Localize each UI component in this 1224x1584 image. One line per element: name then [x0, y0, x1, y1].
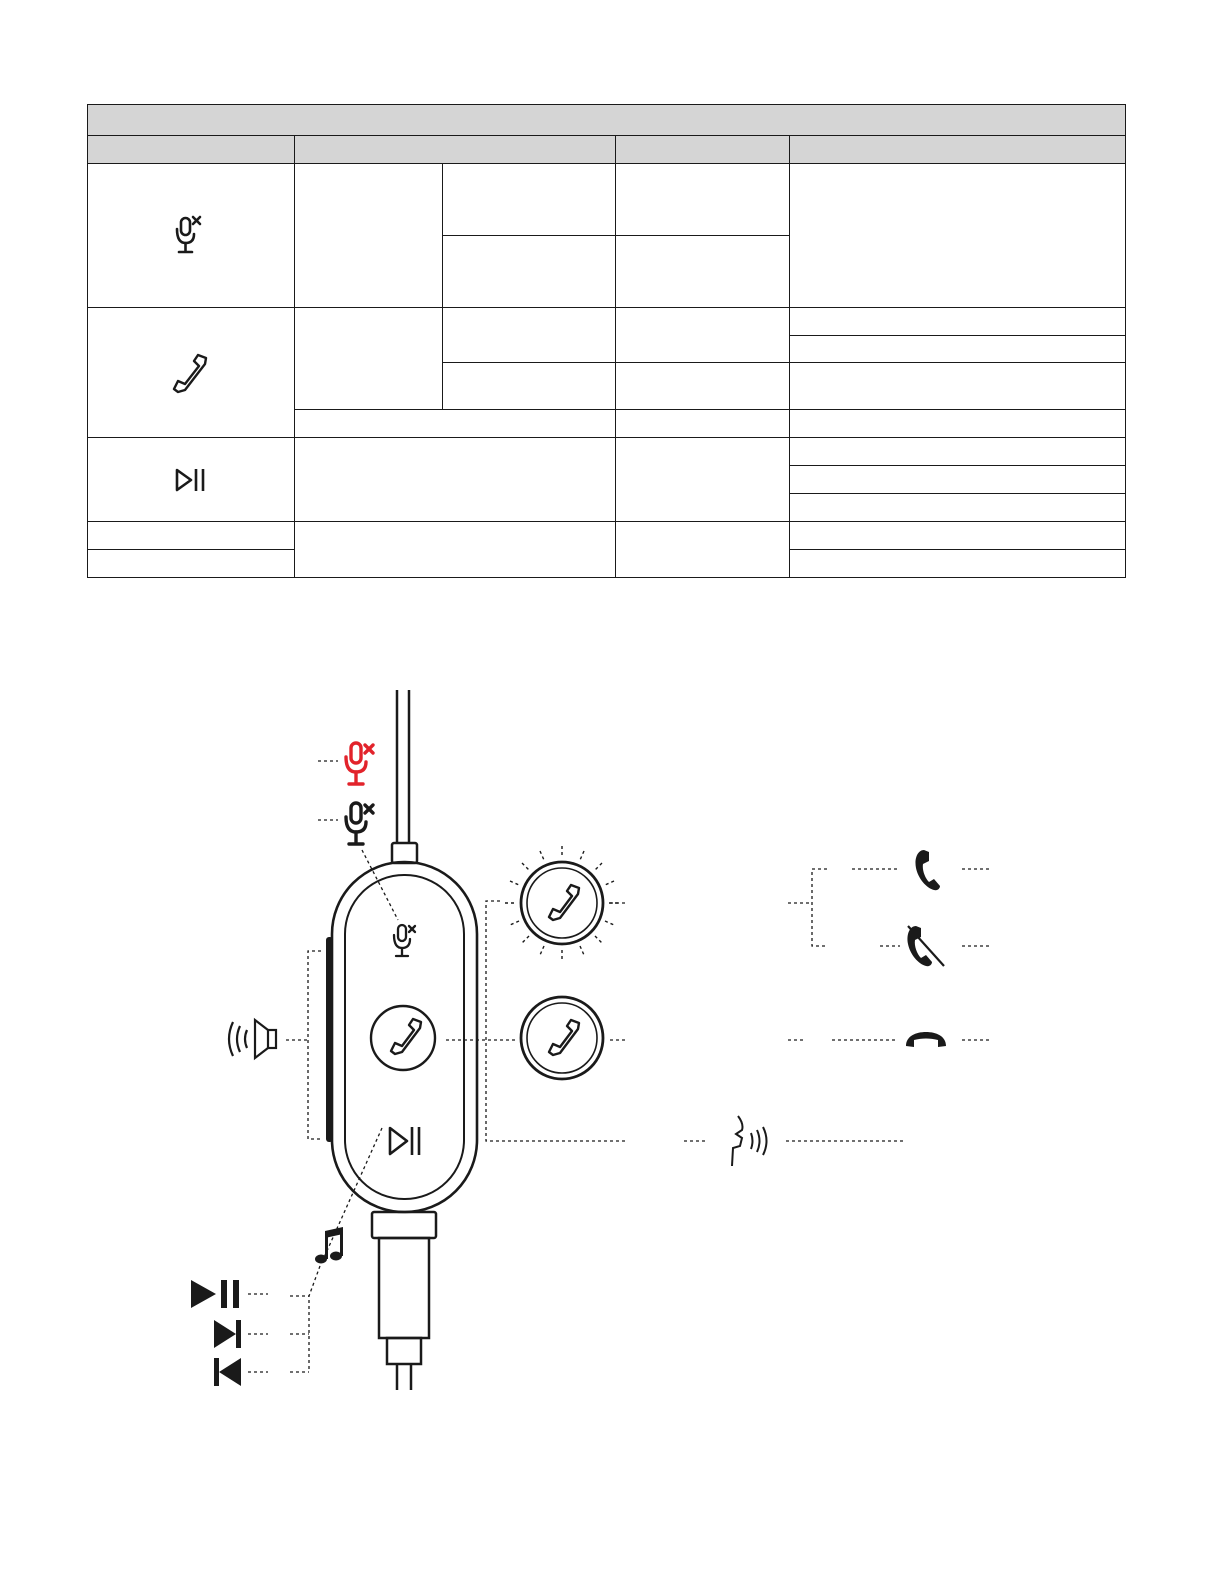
mute-action-cell [295, 164, 443, 308]
call-handset-icon [168, 350, 214, 396]
table-title [88, 105, 1126, 136]
voice-assistant-icon [732, 1116, 767, 1166]
call-state-a [443, 308, 616, 363]
play-pause-icon [174, 467, 208, 493]
volume-up-cell [88, 522, 295, 550]
mute-state-b [443, 236, 616, 308]
play-function-3 [790, 494, 1126, 522]
mic-mute-icon [171, 214, 211, 258]
call-action-e [295, 410, 616, 438]
call-state-b [443, 363, 616, 410]
call-function-1 [790, 308, 1126, 336]
call-function-3 [790, 363, 1126, 410]
play-action-cell [295, 438, 616, 522]
volume-function-2 [790, 550, 1126, 578]
play-pause-icon [191, 1280, 239, 1308]
phone-hangup-icon [906, 1032, 946, 1047]
phone-answer-icon [915, 850, 940, 890]
mute-button-cell [88, 164, 295, 308]
call-button[interactable] [371, 1006, 435, 1070]
next-track-icon [214, 1320, 241, 1348]
play-pause-button[interactable] [390, 1127, 419, 1155]
play-function-1 [790, 438, 1126, 466]
inline-controller-diagram [0, 600, 1224, 1584]
mute-button[interactable] [394, 925, 415, 956]
controls-table [87, 104, 1126, 578]
play-function-2 [790, 466, 1126, 494]
volume-press-cell [616, 522, 790, 578]
call-button-cell [88, 308, 295, 438]
volume-action-cell [295, 522, 616, 578]
mute-press-a [616, 164, 790, 236]
volume-rocker[interactable] [326, 937, 333, 1142]
volume-function-1 [790, 522, 1126, 550]
volume-down-cell [88, 550, 295, 578]
table-header-function [790, 136, 1126, 164]
call-active-button [521, 997, 603, 1079]
play-leader-lines [248, 1128, 382, 1372]
play-button-cell [88, 438, 295, 522]
mute-state-a [443, 164, 616, 236]
call-press-a [616, 308, 790, 363]
cable-top [392, 690, 417, 863]
cable-bottom [372, 1212, 436, 1390]
table-header-action [295, 136, 616, 164]
volume-leader-lines [286, 951, 321, 1139]
mute-description [790, 164, 1126, 308]
speaker-icon [229, 1020, 276, 1058]
mic-muted-icon [346, 803, 373, 844]
call-incoming-blinking-button [505, 846, 619, 960]
phone-reject-icon [907, 926, 944, 966]
table-header-button [88, 136, 295, 164]
table-header-press [616, 136, 790, 164]
mute-press-b [616, 236, 790, 308]
play-press-cell [616, 438, 790, 522]
call-function-2 [790, 336, 1126, 363]
call-press-b [616, 363, 790, 410]
previous-track-icon [214, 1358, 241, 1386]
mic-muted-red-icon [346, 743, 373, 784]
call-function-e [790, 410, 1126, 438]
call-action-cell [295, 308, 443, 410]
call-press-e [616, 410, 790, 438]
